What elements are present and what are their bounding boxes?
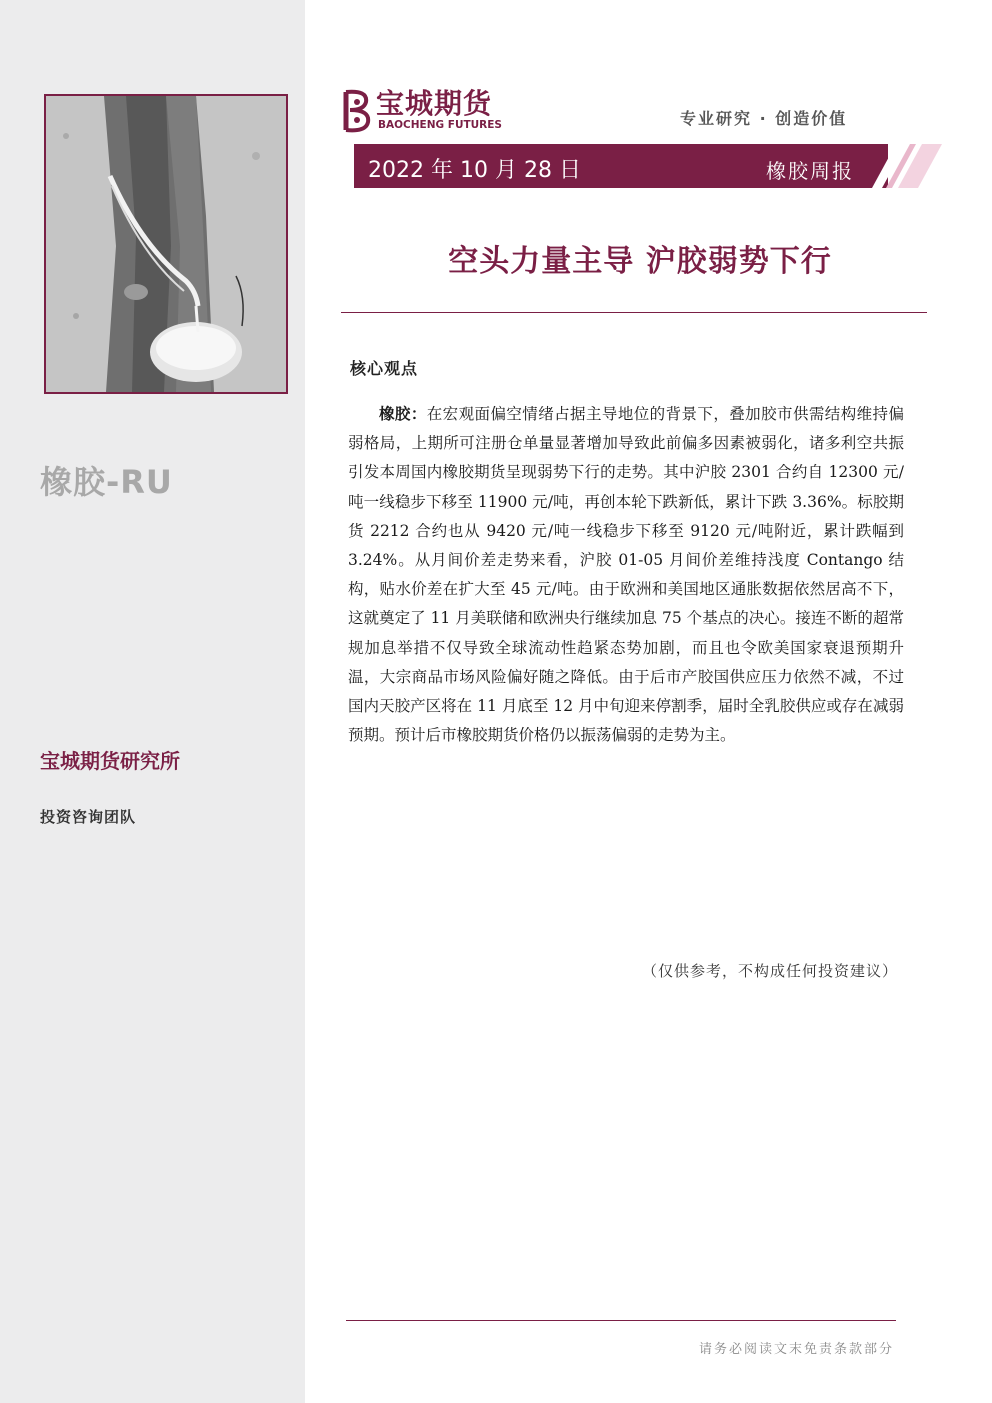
report-banner [354,144,888,188]
logo-chinese-text: 宝城期货 [376,87,493,120]
slogan: 专业研究 · 创造价值 [680,109,848,128]
banner-stripes-decoration [858,144,942,188]
footer-divider [346,1320,896,1321]
sidebar [0,0,305,1403]
headline-divider [341,312,927,313]
section-heading: 核心观点 [350,359,419,378]
rubber-tree-photo-image [46,96,286,392]
logo-mark-icon [340,88,374,134]
product-code-title: 橡胶-RU [40,463,173,501]
report-date: 2022 年 10 月 28 日 [368,158,581,183]
institute-name: 宝城期货研究所 [40,749,180,773]
paragraph-body: 在宏观面偏空情绪占据主导地位的背景下，叠加胶市供需结构维持偏弱格局，上期所可注册仓单量显著增加导致此前偏多因素被弱化，诸多利空共振引发本周国内橡胶期货呈现弱势下行的走势。其中沪胶 2301 合约自 12300 元/吨一线稳步下移至 11900 元/吨，再创本轮下跌新低，累计下跌 3.36%。标胶期货 2212 合约也从 9420 元/吨一线稳步下移至 9120 元/吨附近，累计跌幅到 3.24%。从月间价差走势来看，沪胶 01-05 月间价差维持浅度 Contango 结构，贴水价差在扩大至 45 元/吨。由于欧洲和美国地区通胀数据依然居高不下，这就奠定了 11 月美联储和欧洲央行继续加息 75 个基点的决心。接连不断的超常规加息举措不仅导致全球流动性趋紧态势加剧，而且也令欧美国家衰退预期升温，大宗商品市场风险偏好随之降低。由于后市产胶国供应压力依然不减，不过国内天胶产区将在 11 月底至 12 月中旬迎来停割季，届时全乳胶供应或存在减弱预期。预计后市橡胶期货价格仍以振荡偏弱的走势为主。 [348,405,904,745]
disclaimer-note: （仅供参考，不构成任何投资建议） [641,962,898,980]
footer-note: 请务必阅读文末免责条款部分 [698,1342,894,1357]
report-headline: 空头力量主导 沪胶弱势下行 [448,244,832,279]
paragraph-lead: 橡胶： [379,404,427,423]
logo-english-text: BAOCHENG FUTURES [378,119,502,131]
rubber-tree-photo [44,94,288,394]
company-logo [340,88,510,134]
team-name: 投资咨询团队 [40,808,137,826]
report-type: 橡胶周报 [766,159,854,183]
core-view-paragraph [348,399,904,750]
